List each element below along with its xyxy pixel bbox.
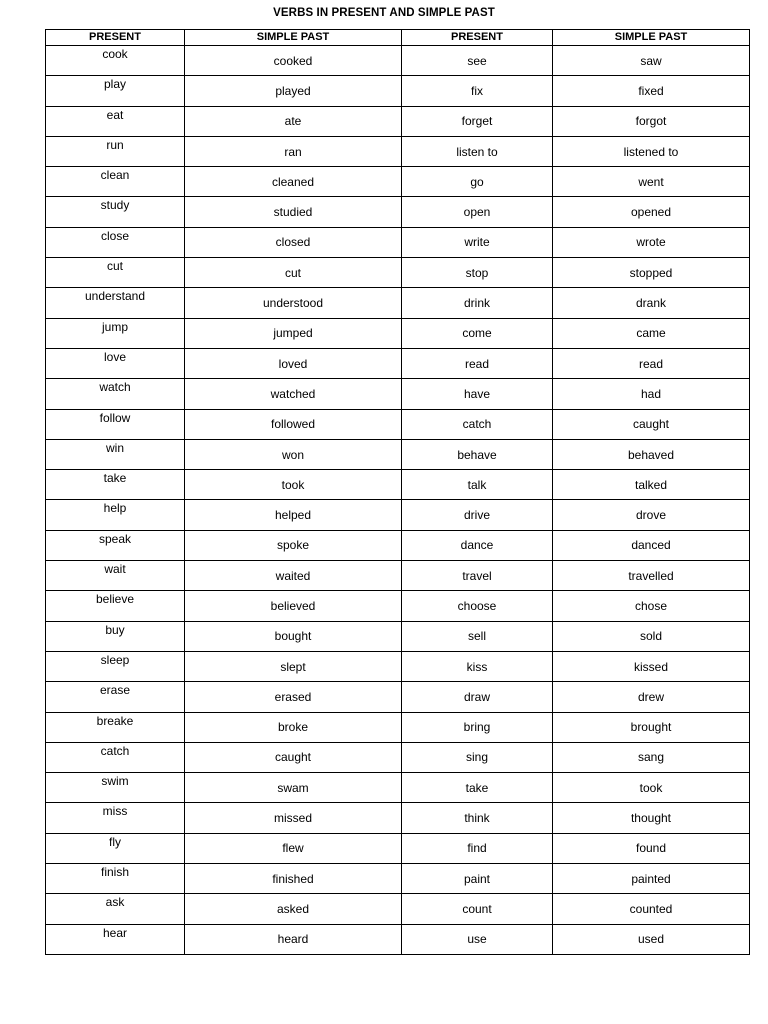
table-row: [46, 712, 750, 742]
simple-past-verb-cell: jumped: [185, 318, 402, 348]
table-row: [46, 682, 750, 712]
simple-past-verb-cell: won: [185, 439, 402, 469]
table-row: [46, 379, 750, 409]
present-verb-cell: have: [402, 379, 553, 409]
simple-past-verb-cell: had: [553, 379, 750, 409]
simple-past-verb-cell: cleaned: [185, 167, 402, 197]
present-verb-cell: eat: [46, 106, 185, 136]
present-verb-cell: come: [402, 318, 553, 348]
simple-past-verb-cell: followed: [185, 409, 402, 439]
simple-past-verb-cell: finished: [185, 864, 402, 894]
present-verb-cell: cook: [46, 46, 185, 76]
simple-past-verb-cell: brought: [553, 712, 750, 742]
header-present-1: PRESENT: [46, 30, 185, 46]
table-row: [46, 258, 750, 288]
present-verb-cell: understand: [46, 288, 185, 318]
present-verb-cell: catch: [402, 409, 553, 439]
present-verb-cell: study: [46, 197, 185, 227]
simple-past-verb-cell: ate: [185, 106, 402, 136]
simple-past-verb-cell: broke: [185, 712, 402, 742]
table-row: [46, 288, 750, 318]
simple-past-verb-cell: ran: [185, 136, 402, 166]
present-verb-cell: catch: [46, 742, 185, 772]
present-verb-cell: go: [402, 167, 553, 197]
table-row: [46, 803, 750, 833]
simple-past-verb-cell: flew: [185, 833, 402, 863]
present-verb-cell: listen to: [402, 136, 553, 166]
table-row: [46, 773, 750, 803]
table-row: [46, 742, 750, 772]
simple-past-verb-cell: caught: [185, 742, 402, 772]
simple-past-verb-cell: cut: [185, 258, 402, 288]
simple-past-verb-cell: erased: [185, 682, 402, 712]
header-row: [46, 30, 750, 46]
present-verb-cell: miss: [46, 803, 185, 833]
table-row: [46, 227, 750, 257]
present-verb-cell: fly: [46, 833, 185, 863]
present-verb-cell: dance: [402, 530, 553, 560]
simple-past-verb-cell: thought: [553, 803, 750, 833]
present-verb-cell: close: [46, 227, 185, 257]
simple-past-verb-cell: sang: [553, 742, 750, 772]
header-simple-past-1: SIMPLE PAST: [185, 30, 402, 46]
simple-past-verb-cell: opened: [553, 197, 750, 227]
simple-past-verb-cell: played: [185, 76, 402, 106]
simple-past-verb-cell: helped: [185, 500, 402, 530]
simple-past-verb-cell: came: [553, 318, 750, 348]
present-verb-cell: choose: [402, 591, 553, 621]
present-verb-cell: play: [46, 76, 185, 106]
present-verb-cell: ask: [46, 894, 185, 924]
simple-past-verb-cell: saw: [553, 46, 750, 76]
header-simple-past-2: SIMPLE PAST: [553, 30, 750, 46]
table-row: [46, 409, 750, 439]
simple-past-verb-cell: believed: [185, 591, 402, 621]
present-verb-cell: finish: [46, 864, 185, 894]
simple-past-verb-cell: closed: [185, 227, 402, 257]
present-verb-cell: use: [402, 924, 553, 954]
simple-past-verb-cell: sold: [553, 621, 750, 651]
present-verb-cell: help: [46, 500, 185, 530]
simple-past-verb-cell: found: [553, 833, 750, 863]
present-verb-cell: fix: [402, 76, 553, 106]
verb-rows: [46, 46, 750, 955]
page-title: VERBS IN PRESENT AND SIMPLE PAST: [273, 7, 495, 19]
table-row: [46, 106, 750, 136]
simple-past-verb-cell: painted: [553, 864, 750, 894]
simple-past-verb-cell: drank: [553, 288, 750, 318]
simple-past-verb-cell: bought: [185, 621, 402, 651]
simple-past-verb-cell: heard: [185, 924, 402, 954]
simple-past-verb-cell: caught: [553, 409, 750, 439]
present-verb-cell: sing: [402, 742, 553, 772]
present-verb-cell: buy: [46, 621, 185, 651]
present-verb-cell: follow: [46, 409, 185, 439]
table-row: [46, 651, 750, 681]
present-verb-cell: write: [402, 227, 553, 257]
simple-past-verb-cell: chose: [553, 591, 750, 621]
present-verb-cell: stop: [402, 258, 553, 288]
simple-past-verb-cell: loved: [185, 348, 402, 378]
present-verb-cell: run: [46, 136, 185, 166]
present-verb-cell: find: [402, 833, 553, 863]
table-row: [46, 167, 750, 197]
present-verb-cell: wait: [46, 561, 185, 591]
present-verb-cell: clean: [46, 167, 185, 197]
table-row: [46, 439, 750, 469]
table-row: [46, 318, 750, 348]
simple-past-verb-cell: cooked: [185, 46, 402, 76]
present-verb-cell: erase: [46, 682, 185, 712]
present-verb-cell: cut: [46, 258, 185, 288]
table-row: [46, 500, 750, 530]
simple-past-verb-cell: counted: [553, 894, 750, 924]
simple-past-verb-cell: read: [553, 348, 750, 378]
table-row: [46, 833, 750, 863]
present-verb-cell: paint: [402, 864, 553, 894]
simple-past-verb-cell: went: [553, 167, 750, 197]
present-verb-cell: sell: [402, 621, 553, 651]
present-verb-cell: drink: [402, 288, 553, 318]
present-verb-cell: kiss: [402, 651, 553, 681]
present-verb-cell: jump: [46, 318, 185, 348]
simple-past-verb-cell: slept: [185, 651, 402, 681]
present-verb-cell: breake: [46, 712, 185, 742]
simple-past-verb-cell: kissed: [553, 651, 750, 681]
present-verb-cell: talk: [402, 470, 553, 500]
present-verb-cell: read: [402, 348, 553, 378]
simple-past-verb-cell: studied: [185, 197, 402, 227]
present-verb-cell: speak: [46, 530, 185, 560]
present-verb-cell: think: [402, 803, 553, 833]
table-row: [46, 46, 750, 76]
present-verb-cell: sleep: [46, 651, 185, 681]
table-row: [46, 621, 750, 651]
simple-past-verb-cell: listened to: [553, 136, 750, 166]
simple-past-verb-cell: forgot: [553, 106, 750, 136]
table-row: [46, 924, 750, 954]
present-verb-cell: count: [402, 894, 553, 924]
table-row: [46, 76, 750, 106]
present-verb-cell: forget: [402, 106, 553, 136]
table-row: [46, 470, 750, 500]
simple-past-verb-cell: took: [185, 470, 402, 500]
present-verb-cell: see: [402, 46, 553, 76]
table-row: [46, 591, 750, 621]
present-verb-cell: hear: [46, 924, 185, 954]
simple-past-verb-cell: talked: [553, 470, 750, 500]
present-verb-cell: believe: [46, 591, 185, 621]
header-present-2: PRESENT: [402, 30, 553, 46]
table-row: [46, 894, 750, 924]
table-row: [46, 197, 750, 227]
present-verb-cell: behave: [402, 439, 553, 469]
simple-past-verb-cell: waited: [185, 561, 402, 591]
simple-past-verb-cell: missed: [185, 803, 402, 833]
simple-past-verb-cell: danced: [553, 530, 750, 560]
verb-table: [45, 29, 750, 955]
present-verb-cell: swim: [46, 773, 185, 803]
table-row: [46, 864, 750, 894]
simple-past-verb-cell: spoke: [185, 530, 402, 560]
present-verb-cell: open: [402, 197, 553, 227]
present-verb-cell: bring: [402, 712, 553, 742]
simple-past-verb-cell: swam: [185, 773, 402, 803]
present-verb-cell: love: [46, 348, 185, 378]
simple-past-verb-cell: watched: [185, 379, 402, 409]
table-row: [46, 561, 750, 591]
present-verb-cell: take: [402, 773, 553, 803]
simple-past-verb-cell: asked: [185, 894, 402, 924]
simple-past-verb-cell: travelled: [553, 561, 750, 591]
present-verb-cell: draw: [402, 682, 553, 712]
simple-past-verb-cell: wrote: [553, 227, 750, 257]
simple-past-verb-cell: stopped: [553, 258, 750, 288]
simple-past-verb-cell: used: [553, 924, 750, 954]
simple-past-verb-cell: behaved: [553, 439, 750, 469]
present-verb-cell: win: [46, 439, 185, 469]
simple-past-verb-cell: drove: [553, 500, 750, 530]
table-row: [46, 136, 750, 166]
present-verb-cell: take: [46, 470, 185, 500]
simple-past-verb-cell: took: [553, 773, 750, 803]
present-verb-cell: travel: [402, 561, 553, 591]
table-row: [46, 530, 750, 560]
present-verb-cell: watch: [46, 379, 185, 409]
simple-past-verb-cell: understood: [185, 288, 402, 318]
table-row: [46, 348, 750, 378]
simple-past-verb-cell: fixed: [553, 76, 750, 106]
simple-past-verb-cell: drew: [553, 682, 750, 712]
present-verb-cell: drive: [402, 500, 553, 530]
